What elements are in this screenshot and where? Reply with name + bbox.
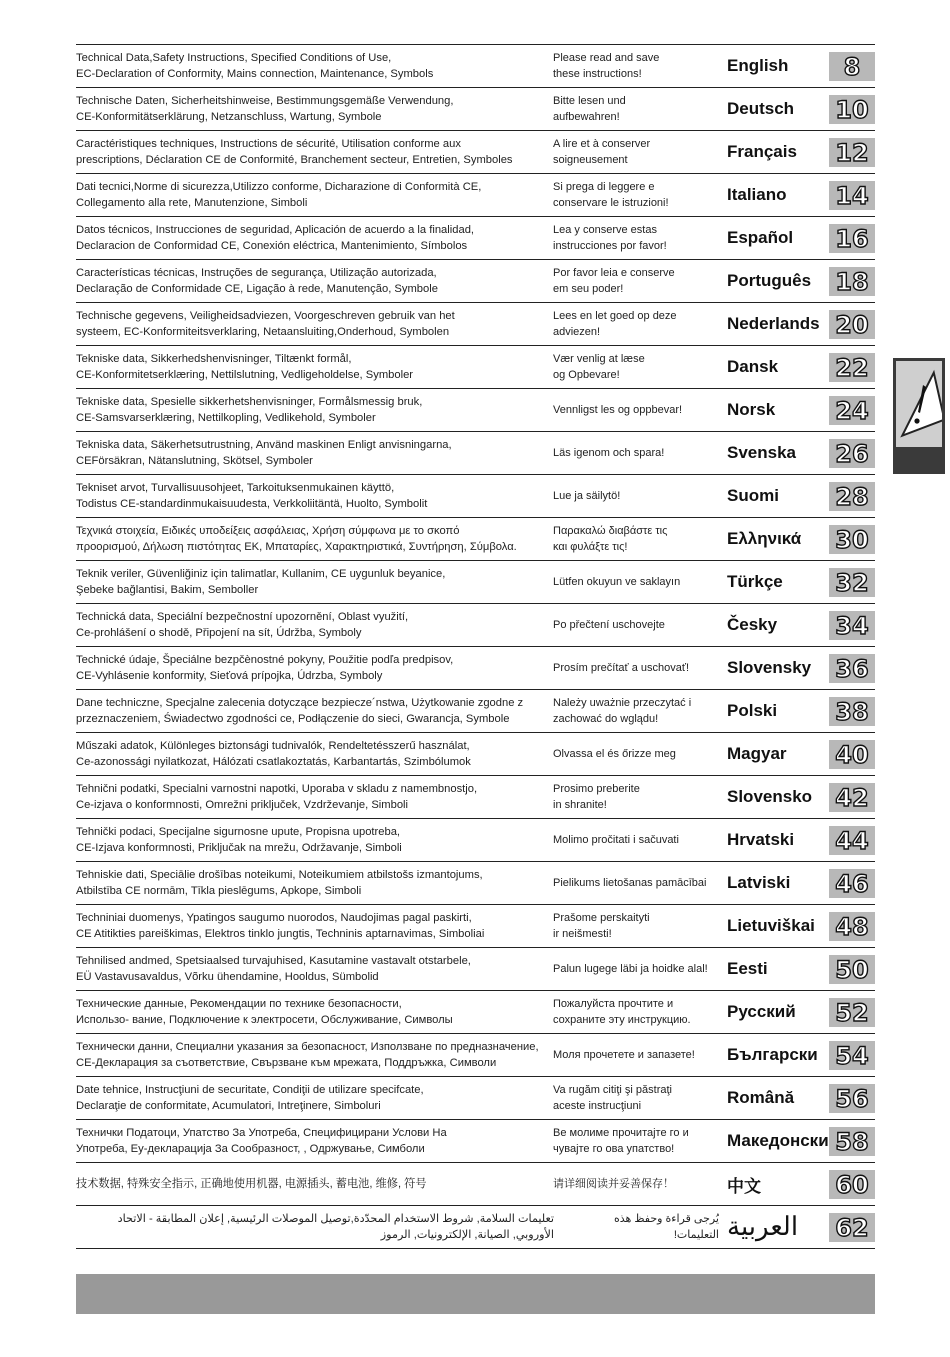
topics-line: Dati tecnici,Norme di sicurezza,Utilizzo conforme, Dicharazione di Conformità CE, <box>76 181 482 193</box>
page-number-badge: 40 <box>829 740 875 769</box>
row-topics <box>76 690 550 732</box>
table-row <box>76 432 875 475</box>
note-line: 请详细阅读并妥善保存！ <box>553 1178 674 1190</box>
row-note <box>553 819 719 861</box>
note-line: ir neišmesti! <box>553 928 612 940</box>
table-row <box>76 303 875 346</box>
row-topics <box>76 905 550 947</box>
topics-line: Collegamento alla rete, Manutenzione, Simboli <box>76 197 308 209</box>
table-row <box>76 733 875 776</box>
page-number-badge: 26 <box>829 439 875 468</box>
topics-line: CE-Konformitetserklæring, Nettilslutning, Vedligeholdelse, Symboler <box>76 369 414 381</box>
language-name: Dansk <box>727 357 779 376</box>
page-number-badge: 8 <box>829 52 875 81</box>
language-name: Polski <box>727 701 778 720</box>
topics-line: Caractéristiques techniques, Instructions de sécurité, Utilisation conforme aux <box>76 138 461 150</box>
note-line: adviezen! <box>553 326 601 338</box>
warning-tab <box>893 358 945 474</box>
topics-line: CE-Konformitätserklärung, Netzanschluss, Wartung, Symbole <box>76 111 382 123</box>
row-topics <box>76 260 550 302</box>
row-note <box>553 905 719 947</box>
row-note <box>553 174 719 216</box>
note-line: aceste instrucţiuni <box>553 1100 642 1112</box>
topics-line: CEFörsäkran, Nätanslutning, Skötsel, Symboler <box>76 455 313 467</box>
topics-line: Технические данные, Рекомендации по технике безопасности, <box>76 998 402 1010</box>
language-name: Slovensko <box>727 787 813 806</box>
table-row <box>76 45 875 88</box>
note-line: Παρακαλώ διαβάστε τις <box>553 525 668 537</box>
note-line: Należy uważnie przeczytać i <box>553 697 692 709</box>
note-line: A lire et à conserver <box>553 138 651 150</box>
page-number-badge: 34 <box>829 611 875 640</box>
row-topics <box>76 346 550 388</box>
row-note <box>553 389 719 431</box>
table-row <box>76 991 875 1034</box>
language-name: Slovensky <box>727 658 812 677</box>
topics-line: Технички Податоци, Упатство За Употреба, Специфицирани Услови На <box>76 1127 447 1139</box>
row-note <box>553 647 719 689</box>
row-note <box>553 131 719 173</box>
note-line: Lütfen okuyun ve saklayın <box>553 576 681 588</box>
note-line: zachować do wglądu! <box>553 713 659 725</box>
page-number-badge: 50 <box>829 955 875 984</box>
language-index-table <box>76 44 875 1249</box>
table-row <box>76 819 875 862</box>
table-row <box>76 647 875 690</box>
page-number-badge: 28 <box>829 482 875 511</box>
table-row <box>76 1163 875 1206</box>
topics-line: Ce-prohlášení o shodě, Připojení na sít, Údržba, Symboly <box>76 627 362 639</box>
topics-line: Ce-izjava o konformnosti, Omrežni priključek, Vzdrževanje, Simboli <box>76 799 409 811</box>
language-name: العربية <box>727 1212 799 1242</box>
row-topics <box>76 88 550 130</box>
page-number-badge: 52 <box>829 998 875 1027</box>
page-number-badge: 56 <box>829 1084 875 1113</box>
topics-line: prescriptions, Déclaration CE de Conformité, Branchement secteur, Entretien, Symboles <box>76 154 513 166</box>
row-note <box>553 1206 719 1248</box>
note-line: Prašome perskaityti <box>553 912 650 924</box>
row-topics <box>76 647 550 689</box>
table-row <box>76 561 875 604</box>
note-line: Si prega di leggere e <box>553 181 655 193</box>
note-line: Palun lugege läbi ja hoidke alal! <box>553 963 708 975</box>
note-line: these instructions! <box>553 68 642 80</box>
language-name: Česky <box>727 615 778 634</box>
row-note <box>553 260 719 302</box>
topics-line: CE-Izjava konformnosti, Priključak na mrežu, Održavanje, Simboli <box>76 842 402 854</box>
language-name: Español <box>727 228 794 247</box>
note-line: Prosím prečítať a uschovať! <box>553 662 690 674</box>
row-topics <box>76 561 550 603</box>
row-topics <box>76 475 550 517</box>
topics-line: Date tehnice, Instrucţiuni de securitate, Condiţii de utilizare specifcate, <box>76 1084 424 1096</box>
note-line: чувајте го ова упатство! <box>553 1143 675 1155</box>
warning-tab-panel <box>896 361 942 447</box>
page-number-badge: 18 <box>829 267 875 296</box>
note-line: Vennligst les og oppbevar! <box>553 404 683 416</box>
topics-line: Características técnicas, Instruções de segurança, Utilização autorizada, <box>76 267 437 279</box>
row-topics <box>76 1034 550 1076</box>
topics-line: Declaração de Conformidade CE, Ligação à rede, Manutenção, Symbole <box>76 283 438 295</box>
row-note <box>553 475 719 517</box>
language-name: Nederlands <box>727 314 820 333</box>
topics-line: Tekniska data, Säkerhetsutrustning, Använd maskinen Enligt anvisningarna, <box>76 439 452 451</box>
note-line: Olvassa el és őrizze meg <box>553 748 676 760</box>
row-note <box>553 346 719 388</box>
row-note <box>553 88 719 130</box>
page-number-badge: 36 <box>829 654 875 683</box>
row-note <box>553 733 719 775</box>
topics-line: الأوروبي, الصيانة, الإلكترونيات, الرموز <box>380 1229 554 1241</box>
row-topics <box>76 733 550 775</box>
language-name: Türkçe <box>727 572 783 591</box>
language-name: Norsk <box>727 400 776 419</box>
note-line: Pielikums lietošanas pamācībai <box>553 877 707 889</box>
language-name: Suomi <box>727 486 779 505</box>
language-name: Svenska <box>727 443 796 462</box>
note-line: aufbewahren! <box>553 111 620 123</box>
language-name: Македонски <box>727 1131 829 1150</box>
language-name: Hrvatski <box>727 830 795 849</box>
note-line: Läs igenom och spara! <box>553 447 665 459</box>
topics-line: EÜ Vastavusavaldus, Võrku ühendamine, Hooldus, Sümbolid <box>76 971 379 983</box>
row-note <box>553 1077 719 1119</box>
topics-line: Τεχνικά στοιχεία, Ειδικές υποδείξεις ασφάλειας, Χρήση σύμφωνα με το σκοπό <box>76 525 460 537</box>
table-row <box>76 217 875 260</box>
row-note <box>553 991 719 1033</box>
topics-line: Technická data, Speciální bezpečnostní upozornění, Oblast využití, <box>76 611 409 623</box>
page-number-badge: 22 <box>829 353 875 382</box>
note-line: Bitte lesen und <box>553 95 626 107</box>
table-row <box>76 1034 875 1077</box>
table-row <box>76 905 875 948</box>
page-number-badge: 54 <box>829 1041 875 1070</box>
table-row <box>76 776 875 819</box>
topics-line: Tehnički podaci, Specijalne sigurnosne upute, Propisna upotreba, <box>76 826 401 838</box>
row-topics <box>76 518 550 560</box>
note-line: Prosimo preberite <box>553 783 640 795</box>
note-line: conservare le istruzioni! <box>553 197 669 209</box>
row-note <box>553 561 719 603</box>
topics-line: Technické údaje, Špeciálne bezpčènostné pokyny, Použitie podľa predpisov, <box>76 654 454 666</box>
language-name: Italiano <box>727 185 787 204</box>
page-number-badge: 14 <box>829 181 875 210</box>
language-name: Eesti <box>727 959 768 978</box>
row-note <box>553 518 719 560</box>
language-name: Lietuviškai <box>727 916 815 935</box>
note-line: instrucciones por favor! <box>553 240 667 252</box>
topics-line: προορισμού, Δήλωση πιστότητας ΕΚ, Μπαταρίες, Χαρακτηριστικά, Συντήρηση, Σύμβολα. <box>76 541 517 553</box>
language-name: Български <box>727 1045 818 1064</box>
footer-bar <box>76 1274 875 1314</box>
row-topics <box>76 303 550 345</box>
row-topics <box>76 991 550 1033</box>
topics-line: Tehnični podatki, Specialni varnostni napotki, Uporaba v skladu z namembnostjo, <box>76 783 478 795</box>
topics-line: تعليمات السلامة, شروط الاستخدام المحدّدة,توصيل الموصلات الرئيسية, إعلان المطابقة - الاتحاد <box>117 1213 554 1225</box>
table-row <box>76 604 875 647</box>
table-row <box>76 690 875 733</box>
note-line: Пожалуйста прочтите и <box>553 998 674 1010</box>
topics-line: Tekniske data, Spesielle sikkerhetshenvisninger, Formålsmessig bruk, <box>76 396 423 408</box>
topics-line: Tehnilised andmed, Spetsiaalsed turvajuhised, Kasutamine vastavalt otstarbele, <box>76 955 471 967</box>
row-note <box>553 217 719 259</box>
row-topics <box>76 217 550 259</box>
note-line: يُرجى قراءة وحفظ هذه <box>613 1213 719 1225</box>
topics-line: systeem, EC-Konformiteitsverklaring, Netaansluiting,Onderhoud, Symbolen <box>76 326 450 338</box>
table-row <box>76 475 875 518</box>
row-topics <box>76 1077 550 1119</box>
row-topics <box>76 819 550 861</box>
topics-line: Tekniset arvot, Turvallisuusohjeet, Tarkoituksenmukainen käyttö, <box>76 482 395 494</box>
row-note <box>553 432 719 474</box>
language-name: Português <box>727 271 812 290</box>
row-topics <box>76 131 550 173</box>
note-line: og Opbevare! <box>553 369 620 381</box>
note-line: сохраните эту инструкцию. <box>553 1014 691 1026</box>
note-line: التعليمات! <box>673 1229 719 1241</box>
topics-line: Ce-azonossági nyilatkozat, Hálózati csatlakoztatás, Karbantartás, Szimbólumok <box>76 756 471 768</box>
page-number-badge: 46 <box>829 869 875 898</box>
topics-line: CE-Декларация за съответствие, Свързване към мрежата, Поддръжка, Символи <box>76 1057 497 1069</box>
page-number-badge: 42 <box>829 783 875 812</box>
topics-line: 技术数据, 特殊安全指示, 正确地使用机器, 电源插头, 蓄电池, 维修, 符号 <box>76 1178 427 1190</box>
row-note <box>553 303 719 345</box>
language-name: Ελληνικά <box>727 529 802 548</box>
table-row <box>76 518 875 561</box>
note-line: Please read and save <box>553 52 660 64</box>
page-number-badge: 24 <box>829 396 875 425</box>
page-number-badge: 58 <box>829 1127 875 1156</box>
topics-line: Műszaki adatok, Különleges biztonsági tudnivalók, Rendeltetésszerű használat, <box>76 740 470 752</box>
topics-line: przeznaczeniem, Świadectwo zgodności ce, Podłączenie do sieci, Gwarancja, Symbole <box>76 713 510 725</box>
table-row <box>76 131 875 174</box>
language-name: Latviski <box>727 873 791 892</box>
page-number-badge: 32 <box>829 568 875 597</box>
note-line: in shranite! <box>553 799 607 811</box>
row-note <box>553 776 719 818</box>
language-name: Magyar <box>727 744 787 763</box>
row-topics <box>76 174 550 216</box>
table-row <box>76 862 875 905</box>
row-topics <box>76 1163 550 1205</box>
row-topics <box>76 1120 550 1162</box>
page-number-badge: 38 <box>829 697 875 726</box>
row-note <box>553 1163 719 1205</box>
row-topics <box>76 776 550 818</box>
note-line: Vær venlig at læse <box>553 353 645 365</box>
topics-line: Atbilstība CE normām, Tīkla pieslēgums, Apkope, Simboli <box>76 885 362 897</box>
note-line: και φυλάξτε τις! <box>553 541 628 553</box>
note-line: Va rugăm citiţi şi păstraţi <box>553 1084 673 1096</box>
row-topics <box>76 948 550 990</box>
page-number-badge: 62 <box>829 1213 875 1242</box>
topics-line: CE Atitikties pareiškimas, Elektros tinklo jungtis, Techninis aptarnavimas, Simboliai <box>76 928 485 940</box>
page-number-badge: 30 <box>829 525 875 554</box>
table-row <box>76 1120 875 1163</box>
note-line: Molimo pročitati i sačuvati <box>553 834 679 846</box>
row-note <box>553 948 719 990</box>
row-topics <box>76 604 550 646</box>
row-topics <box>76 432 550 474</box>
row-note <box>553 604 719 646</box>
topics-line: Tekniske data, Sikkerhedshenvisninger, Tiltænkt formål, <box>76 353 352 365</box>
note-line: Lea y conserve estas <box>553 224 657 236</box>
topics-line: Teknik veriler, Güvenliğiniz için talimatlar, Kullanim, CE uygunluk beyanice, <box>76 568 446 580</box>
note-line: Lees en let goed op deze <box>553 310 677 322</box>
row-topics <box>76 45 550 87</box>
page-number-badge: 16 <box>829 224 875 253</box>
topics-line: Dane techniczne, Specjalne zalecenia dotyczące bezpiecze´nstwa, Użytkowanie zgodne z <box>76 697 524 709</box>
table-row <box>76 1206 875 1249</box>
page-number-badge: 12 <box>829 138 875 167</box>
topics-line: Tehniskie dati, Speciālie drošības noteikumi, Noteikumiem atbilstošs izmantojums, <box>76 869 483 881</box>
exclamation-warning-icon <box>896 361 942 447</box>
topics-line: Declaracion de Conformidad CE, Conexión eléctrica, Mantenimiento, Símbolos <box>76 240 468 252</box>
topics-line: Technische gegevens, Veiligheidsadviezen, Voorgeschreven gebruik van het <box>76 310 455 322</box>
language-name: Русский <box>727 1002 796 1021</box>
row-topics <box>76 862 550 904</box>
page-number-badge: 44 <box>829 826 875 855</box>
page-number-badge: 10 <box>829 95 875 124</box>
topics-line: Şebeke bağlantisi, Bakim, Semboller <box>76 584 259 596</box>
table-row <box>76 88 875 131</box>
topics-line: Technical Data,Safety Instructions, Specified Conditions of Use, <box>76 52 392 64</box>
row-note <box>553 1120 719 1162</box>
topics-line: CE-Samsvarserklæring, Nettilkopling, Vedlikehold, Symboler <box>76 412 376 424</box>
note-line: Lue ja säilytö! <box>553 490 621 502</box>
table-row <box>76 260 875 303</box>
language-name: English <box>727 56 789 75</box>
topics-line: Declaraţie de conformitate, Acumulatori, Intreţinere, Simboluri <box>76 1100 381 1112</box>
language-name: Français <box>727 142 797 161</box>
note-line: Po přečtení uschovejte <box>553 619 665 631</box>
topics-line: Todistus CE-standardinmukaisuudesta, Verkkoliitäntä, Huolto, Symbolit <box>76 498 428 510</box>
topics-line: CE-Vyhlásenie konformity, Sieťová prípojka, Údrzba, Symboly <box>76 670 383 682</box>
row-note <box>553 1034 719 1076</box>
table-row <box>76 1077 875 1120</box>
table-row <box>76 948 875 991</box>
row-note <box>553 690 719 732</box>
row-note <box>553 862 719 904</box>
note-line: Ве молиме прочитајте го и <box>553 1127 689 1139</box>
note-line: Por favor leia e conserve <box>553 267 675 279</box>
topics-line: Технически данни, Специални указания за безопасност, Използване по предназначение, <box>76 1041 539 1053</box>
row-note <box>553 45 719 87</box>
language-name: Deutsch <box>727 99 795 118</box>
page-number-badge: 48 <box>829 912 875 941</box>
language-name: 中文 <box>727 1176 761 1196</box>
topics-line: Datos técnicos, Instrucciones de seguridad, Aplicación de acuerdo a la finalidad, <box>76 224 475 236</box>
table-row <box>76 389 875 432</box>
topics-line: EC-Declaration of Conformity, Mains connection, Maintenance, Symbols <box>76 68 434 80</box>
topics-line: Technische Daten, Sicherheitshinweise, Bestimmungsgemäße Verwendung, <box>76 95 454 107</box>
page-number-badge: 20 <box>829 310 875 339</box>
note-line: soigneusement <box>553 154 628 166</box>
page-number-badge: 60 <box>829 1170 875 1199</box>
row-topics <box>76 1206 554 1248</box>
table-row <box>76 346 875 389</box>
row-topics <box>76 389 550 431</box>
topics-line: Употреба, Еу-декларација За Сообразност, , Одржување, Симболи <box>76 1143 425 1155</box>
topics-line: Использо- вание, Подключение к электросети, Обслуживание, Символы <box>76 1014 453 1026</box>
topics-line: Techniniai duomenys, Ypatingos saugumo nuorodos, Naudojimas pagal paskirti, <box>76 912 472 924</box>
table-row <box>76 174 875 217</box>
language-name: Română <box>727 1088 795 1107</box>
note-line: Моля прочетете и запазете! <box>553 1049 695 1061</box>
note-line: em seu poder! <box>553 283 624 295</box>
